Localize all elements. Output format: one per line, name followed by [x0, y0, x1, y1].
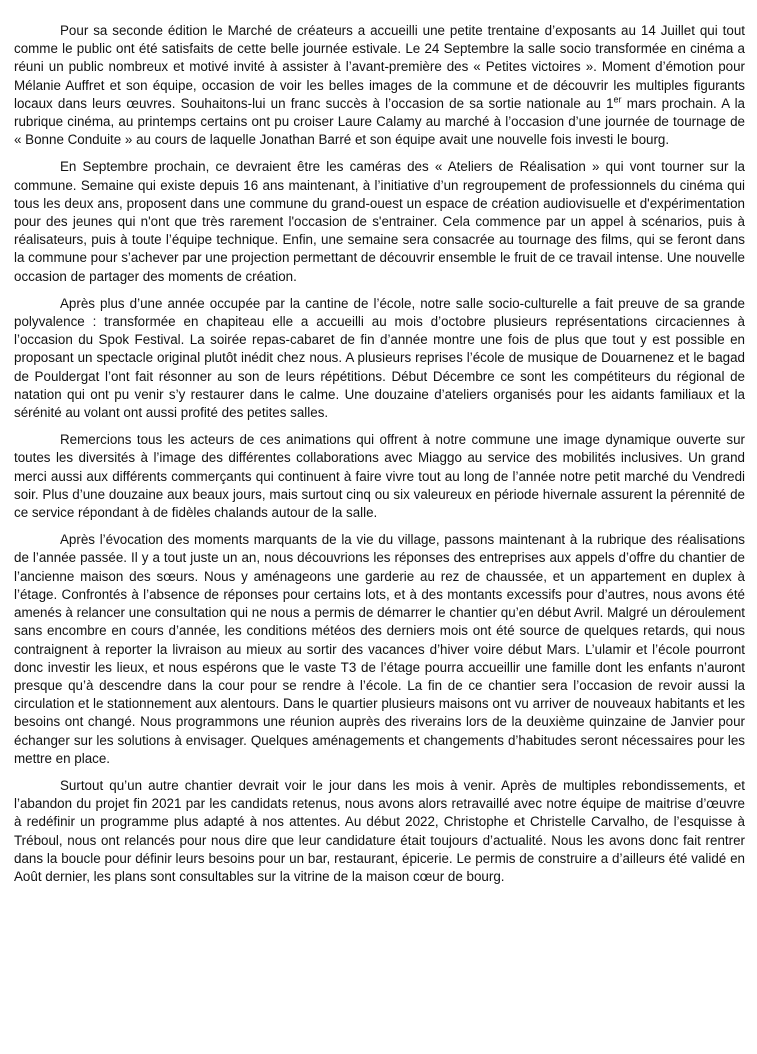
paragraph-thanks: Remercions tous les acteurs de ces animations qui offrent à notre commune une image dynamique ouverte sur toutes les diversités à l’image des différentes collaborations avec Miaggo au service des mobilités inclusives. Un grand merci aussi aux différents commerçants qui continuent à faire vivre tout au long de l’année notre petit marché du Vendredi soir. Plus d’une douzaine aux beaux jours, mais surtout cinq ou six valeureux en période hivernale assurent la pérennité de ce service répondant à de fidèles chalands autour de la salle. [14, 432, 745, 521]
paragraph-events-text-start: Pour sa seconde édition le Marché de créateurs a accueilli une petite trentaine d’exposants au 14 Juillet qui tout comme le public ont été satisfaits de cette belle journée estivale. Le 24 Septembre la salle socio transformée en cinéma a réuni un public nombreux et motivé invité à assister à l’avant-première des « Petites victoires ». Moment d’émotion pour Mélanie Auffret et son équipe, occasion de voir les belles images de la commune et de découvrir les multiples figurants locaux dans leurs œuvres. Souhaitons-lui un franc succès à l’occasion de sa sortie nationale au 1 [14, 23, 745, 111]
paragraph-community-hall: Après plus d’une année occupée par la cantine de l’école, notre salle socio-culturelle a fait preuve de sa grande polyvalence : transformée en chapiteau elle a accueilli au mois d’octobre plusieurs représentations circaciennes à l’occasion du Spok Festival. La soirée repas-cabaret de fin d’année montre une fois de plus que tout y est possible en proposant un spectacle original plutôt inédit chez nous. A plusieurs reprises l’école de musique de Douarnenez et le bagad de Pouldergat l’ont fait résonner au son de leurs répétitions. Début Décembre ce sont les compétiteurs du régional de natation qui ont pu venir s’y restaurer dans le calme. Une douzaine d’ateliers organisés pour les aidants familiaux et la sérénité au volant ont aussi profité des petites salles. [14, 295, 745, 421]
paragraph-new-project: Surtout qu’un autre chantier devrait voir le jour dans les mois à venir. Après de multiples rebondissements, et l’abandon du projet fin 2021 par les candidats retenus, nous avons alors retravaillé avec notre équipe de maitrise d’œuvre à redéfinir un programme plus adapté à nos attentes. Au début 2022, Christophe et Christelle Carvalho, de l’esquisse à Tréboul, nous ont relancés pour nous dire que leur candidature était toujours d’actualité. Nous les avons donc fait rentrer dans la boucle pour définir leurs besoins pour un bar, restaurant, épicerie. Le permis de construire a d’ailleurs été validé en Août dernier, les plans sont consultables sur la vitrine de la maison cœur de bourg. [14, 777, 745, 884]
ordinal-superscript: er [613, 94, 622, 105]
paragraph-achievements: Après l’évocation des moments marquants de la vie du village, passons maintenant à la rubrique des réalisations de l’année passée. Il y a tout juste un an, nous découvrions les réponses des entreprises aux appels d’offre du chantier de l’ancienne maison des sœurs. Nous y aménageons une garderie au rez de chaussée, et un appartement en duplex à l’étage. Confrontés à l’absence de réponses pour certains lots, et à des montants excessifs pour d’autres, nous avons été amenés à relancer une consultation qui ne nous a permis de démarrer le chantier qu’en début Avril. Malgré un déroulement sans encombre en cours d’année, les conditions météos des derniers mois ont été source de quelques retards, qui nous contraignent à reporter la livraison au mieux au sortir des vacances d’hiver voire début Mars. L’ulamir et l’école pourront donc investir les lieux, et nous espérons que le vaste T3 de l’étage pourra accueillir une famille dont les enfants n’auront presque qu’à descendre dans la cour pour se rendre à l’école. La fin de ce chantier sera l’occasion de revoir aussi la circulation et le stationnement aux alentours. Dans le quartier plusieurs maisons ont vu arriver de nouveaux habitants et les besoins ont changé. Nous programmons une réunion auprès des riverains lors de la deuxième quinzaine de Janvier pour échanger sur les solutions à envisager. Quelques aménagements et changements d’habitudes seront nécessaires pour les mettre en place. [14, 532, 745, 766]
paragraph-events-text-end: mars prochain. A la rubrique cinéma, au printemps certains ont pu croiser Laure Calamy au marché à l’occasion d’une journée de tournage de « Bonne Conduite » au cours de laquelle Jonathan Barré et son équipe avait une nouvelle fois investi le bourg. [14, 95, 745, 148]
paragraph-film-workshops: En Septembre prochain, ce devraient être les caméras des « Ateliers de Réalisation » qui vont tourner sur la commune. Semaine qui existe depuis 16 ans maintenant, à l’initiative d’un regroupement de professionnels du cinéma qui tous les deux ans, proposent dans une commune du grand-ouest un espace de création audiovisuelle et d'expérimentation pour des jeunes qui n'ont que très rarement l'occasion de s'entrainer. Cela commence par un appel à scénarios, puis à réalisateurs, puis à toute l’équipe technique. Enfin, une semaine sera consacrée au tournage des films, qui se feront dans la commune pour s’achever par une projection permettant de découvrir ensemble le fruit de ce travail intense. Une nouvelle occasion de partager des moments de création. [14, 159, 745, 284]
paragraph-events [14, 22, 745, 149]
